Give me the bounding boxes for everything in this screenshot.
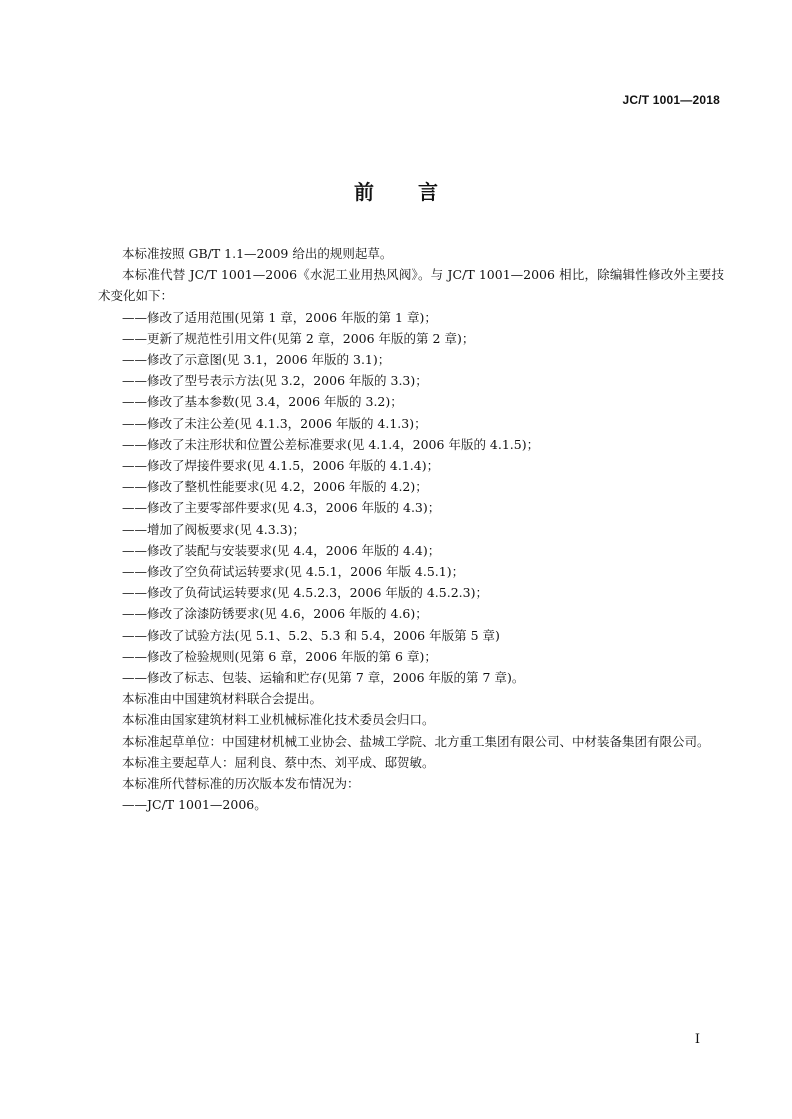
change-item: ——修改了基本参数(见 3.4，2006 年版的 3.2)； <box>122 394 403 410</box>
standard-code: JC/T 1001—2018 <box>622 93 720 107</box>
drafters-paragraph: 本标准主要起草人：屈利良、蔡中杰、刘平成、邸贺敏。 <box>122 754 435 770</box>
page-title: 前言 <box>354 180 482 204</box>
history-intro-paragraph: 本标准所代替标准的历次版本发布情况为： <box>122 776 360 792</box>
change-item: ——更新了规范性引用文件(见第 2 章，2006 年版的第 2 章)； <box>122 330 475 346</box>
change-item: ——修改了未注公差(见 4.1.3，2006 年版的 4.1.3)； <box>122 415 427 431</box>
change-item: ——修改了焊接件要求(见 4.1.5，2006 年版的 4.1.4)； <box>122 458 440 474</box>
foreword-body <box>98 243 724 815</box>
page-number: I <box>694 1032 700 1047</box>
change-item: ——修改了未注形状和位置公差标准要求(见 4.1.4，2006 年版的 4.1.5)； <box>122 436 540 452</box>
change-item: ——修改了装配与安装要求(见 4.4，2006 年版的 4.4)； <box>122 542 441 558</box>
change-item: ——修改了型号表示方法(见 3.2，2006 年版的 3.3)； <box>122 373 428 389</box>
change-item: ——修改了示意图(见 3.1，2006 年版的 3.1)； <box>122 352 391 368</box>
drafting-units-paragraph: 本标准起草单位：中国建材机械工业协会、盐城工学院、北方重工集团有限公司、中材装备集团有限公司。 <box>122 733 710 749</box>
change-item: ——修改了整机性能要求(见 4.2，2006 年版的 4.2)； <box>122 479 428 495</box>
change-item: ——修改了空负荷试运转要求(见 4.5.1，2006 年版 4.5.1)； <box>122 564 465 580</box>
change-item: ——修改了负荷试运转要求(见 4.5.2.3，2006 年版的 4.5.2.3)； <box>122 585 488 601</box>
change-item: ——修改了试验方法(见 5.1、5.2、5.3 和 5.4，2006 年版第 5 章) <box>122 627 500 643</box>
intro-paragraph: 本标准代替 JC/T 1001—2006《水泥工业用热风阀》。与 JC/T 1001—2006 相比，除编辑性修改外主要技术变化如下： <box>98 267 724 304</box>
proposer-paragraph: 本标准由中国建筑材料联合会提出。 <box>122 691 323 707</box>
change-item: ——修改了标志、包装、运输和贮存(见第 7 章，2006 年版的第 7 章)。 <box>122 670 525 686</box>
intro-paragraph: 本标准按照 GB/T 1.1—2009 给出的规则起草。 <box>122 246 393 261</box>
history-item: ——JC/T 1001—2006。 <box>122 797 267 813</box>
change-item: ——修改了适用范围(见第 1 章，2006 年版的第 1 章)； <box>122 309 437 325</box>
change-item: ——修改了主要零部件要求(见 4.3，2006 年版的 4.3)； <box>122 500 441 516</box>
change-item: ——修改了检验规则(见第 6 章，2006 年版的第 6 章)； <box>122 648 437 664</box>
administrator-paragraph: 本标准由国家建筑材料工业机械标准化技术委员会归口。 <box>122 712 435 728</box>
change-item: ——增加了阀板要求(见 4.3.3)； <box>122 521 306 537</box>
change-item: ——修改了涂漆防锈要求(见 4.6，2006 年版的 4.6)； <box>122 606 428 622</box>
